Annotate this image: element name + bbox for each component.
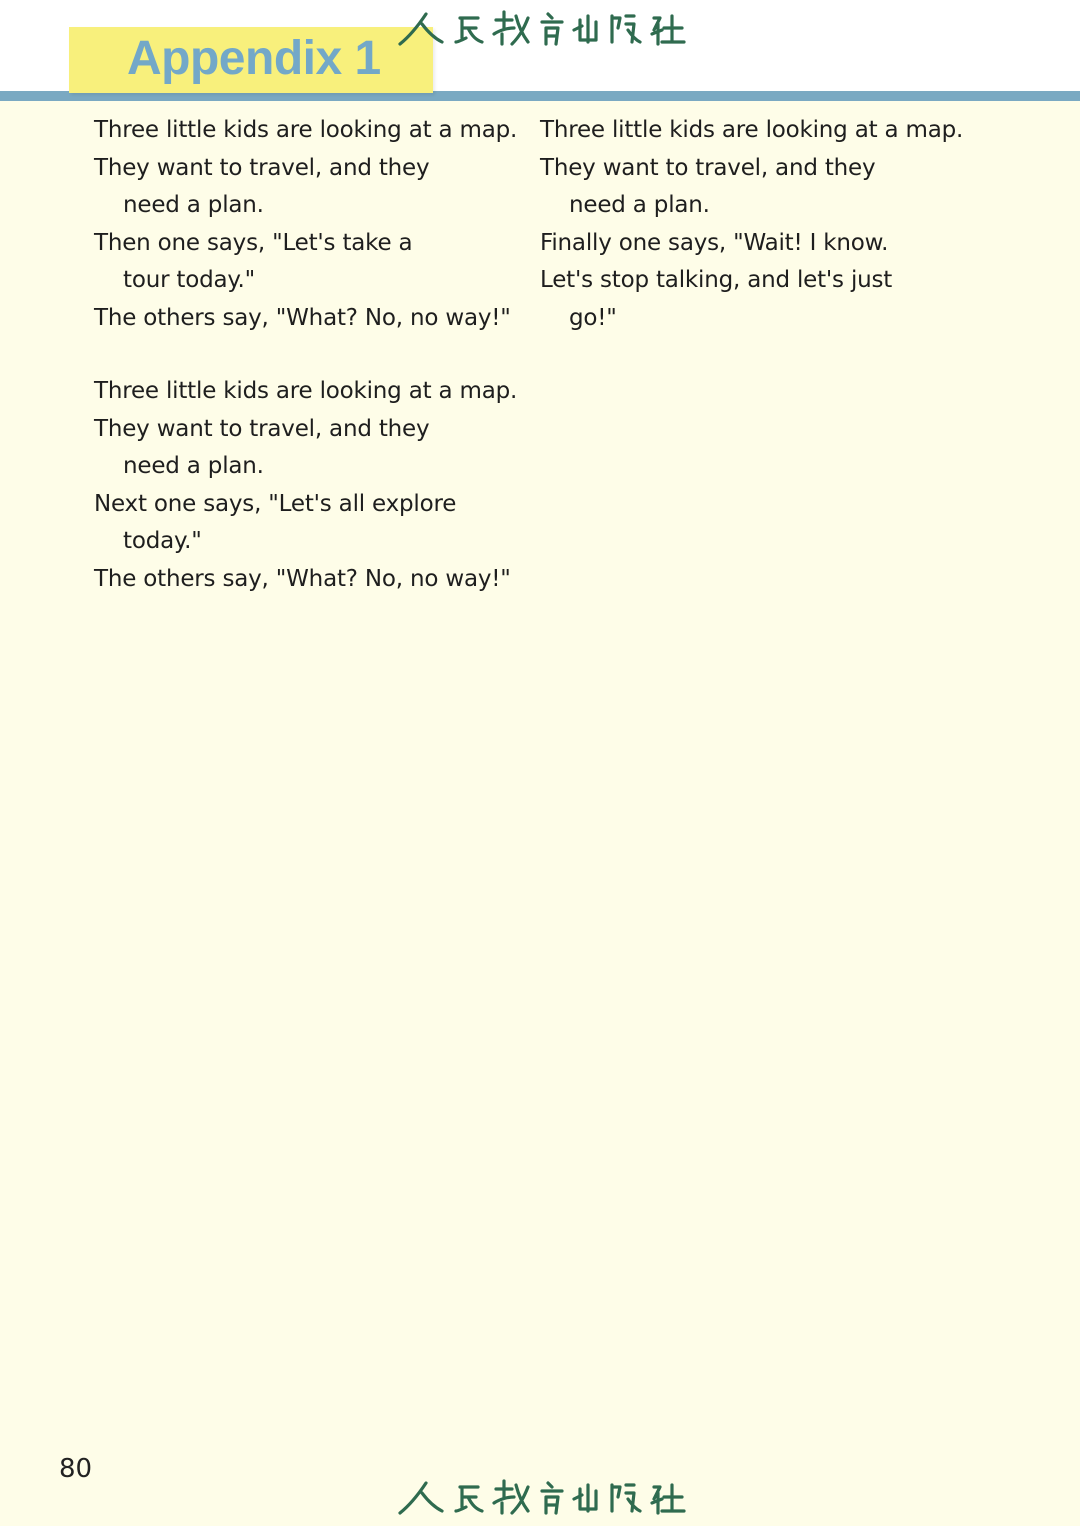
- poem-line: tour today.": [123, 267, 256, 293]
- poem-line: They want to travel, and they: [94, 154, 430, 181]
- title-tab: [69, 27, 433, 93]
- page-title: Appendix 1: [127, 32, 381, 85]
- poem-line: today.": [123, 528, 202, 554]
- poem-line: Next one says, "Let's all explore: [94, 490, 457, 517]
- poem-right-column: [540, 112, 980, 337]
- poem-line: Three little kids are looking at a map.: [540, 117, 964, 143]
- poem-line: The others say, "What? No, no way!": [94, 565, 511, 592]
- poem-left-column: [94, 112, 534, 598]
- poem-line: Three little kids are looking at a map.: [94, 117, 518, 143]
- poem-line: go!": [569, 304, 617, 331]
- poem-line: Three little kids are looking at a map.: [94, 378, 518, 404]
- poem-line: need a plan.: [123, 192, 264, 218]
- publisher-logo-icon: [396, 8, 688, 48]
- stanza-2: [94, 373, 534, 598]
- poem-line: Then one says, "Let's take a: [94, 229, 413, 256]
- publisher-logo-icon: [396, 1477, 688, 1517]
- poem-line: Let's stop talking, and let's just: [540, 267, 893, 293]
- page-number: 80: [59, 1454, 93, 1484]
- poem-line: need a plan.: [569, 192, 710, 218]
- poem-line: They want to travel, and they: [540, 154, 876, 181]
- poem-line: The others say, "What? No, no way!": [94, 304, 511, 331]
- poem-line: Finally one says, "Wait! I know.: [540, 229, 889, 256]
- stanza-3: [540, 112, 980, 337]
- poem-line: They want to travel, and they: [94, 415, 430, 442]
- stanza-1: [94, 112, 534, 337]
- poem-line: need a plan.: [123, 453, 264, 479]
